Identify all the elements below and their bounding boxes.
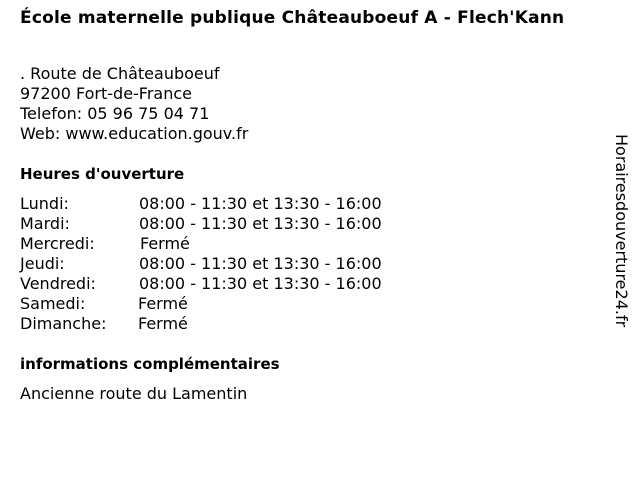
time-value: 08:00 - 11:30 et 13:30 - 16:00 <box>139 194 382 213</box>
address-street: . Route de Châteauboeuf <box>20 64 220 83</box>
time-value: Fermé <box>138 294 188 313</box>
time-value: 08:00 - 11:30 et 13:30 - 16:00 <box>139 274 382 293</box>
additional-info-text: Ancienne route du Lamentin <box>20 384 248 403</box>
day-label: Vendredi: <box>20 274 96 293</box>
additional-info-heading: informations complémentaires <box>20 355 280 373</box>
address-city: 97200 Fort-de-France <box>20 84 193 103</box>
day-label: Mercredi: <box>20 234 95 253</box>
watermark: Horairesdouverture24.fr <box>612 134 631 328</box>
phone-number: Telefon: 05 96 75 04 71 <box>20 104 210 123</box>
time-value: Fermé <box>138 314 188 333</box>
opening-hours-heading: Heures d'ouverture <box>20 165 185 183</box>
day-label: Dimanche: <box>20 314 107 333</box>
address-block <box>20 64 248 144</box>
day-label: Lundi: <box>20 194 69 213</box>
time-value: 08:00 - 11:30 et 13:30 - 16:00 <box>139 254 382 273</box>
time-value: Fermé <box>140 234 190 253</box>
day-label: Mardi: <box>20 214 70 233</box>
page-title: École maternelle publique Châteauboeuf A - Flech'Kann <box>20 8 565 28</box>
day-label: Jeudi: <box>20 254 65 273</box>
day-label: Samedi: <box>20 294 86 313</box>
time-value: 08:00 - 11:30 et 13:30 - 16:00 <box>139 214 382 233</box>
website: Web: www.education.gouv.fr <box>20 124 249 143</box>
